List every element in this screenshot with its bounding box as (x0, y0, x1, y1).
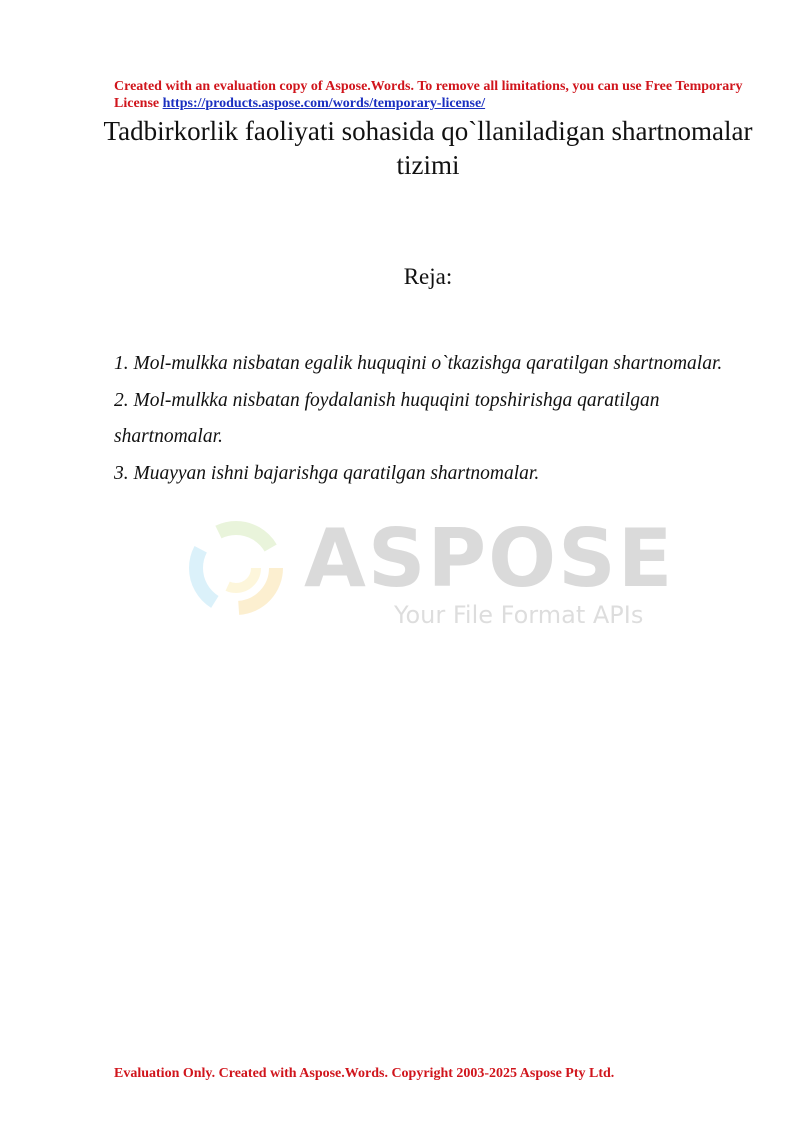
plan-item: 1. Mol-mulkka nisbatan egalik huquqini o`tkazishga qaratilgan shartnomalar. (114, 353, 723, 374)
watermark-tagline: Your File Format APIs (394, 601, 644, 629)
aspose-swirl-icon (186, 518, 286, 618)
document-title: Tadbirkorlik faoliyati sohasida qo`llaniladigan shartnomalar tizimi (103, 116, 753, 180)
plan-item: 2. Mol-mulkka nisbatan foydalanish huquqini topshirishga qaratilgan shartnomalar. (114, 389, 660, 447)
plan-heading: Reja: (403, 264, 453, 289)
temporary-license-link[interactable]: https://products.aspose.com/words/temporary-license/ (162, 96, 486, 111)
evaluation-header (114, 78, 754, 112)
evaluation-notice: Created with an evaluation copy of Aspose.Words. To remove all limitations, you can use Free Temporary License (114, 79, 743, 111)
aspose-watermark (186, 514, 676, 644)
watermark-brand: ASPOSE (304, 512, 675, 605)
plan-item: 3. Muayyan ishni bajarishga qaratilgan shartnomalar. (114, 462, 540, 484)
plan-list (114, 346, 754, 492)
evaluation-footer: Evaluation Only. Created with Aspose.Words. Copyright 2003-2025 Aspose Pty Ltd. (114, 1066, 615, 1081)
